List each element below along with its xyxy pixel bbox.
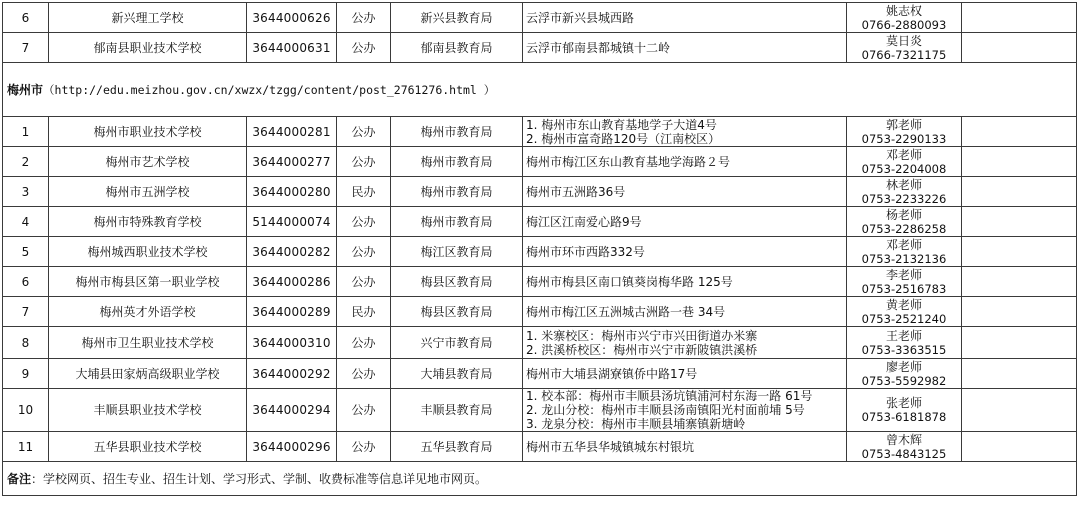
contact-cell (847, 327, 962, 359)
school-address (523, 3, 847, 33)
school-address (523, 359, 847, 389)
row-number: 1 (3, 117, 49, 147)
supervising-authority: 梅州市教育局 (391, 207, 523, 237)
school-name: 梅州市职业技术学校 (49, 117, 247, 147)
contact-phone: 0766-2880093 (861, 17, 947, 32)
contact-phone: 0753-6181878 (861, 410, 947, 424)
row-number: 6 (3, 3, 49, 33)
supervising-authority: 郁南县教育局 (391, 33, 523, 63)
school-address (523, 432, 847, 462)
school-row (3, 207, 1077, 237)
contact-name: 王老师 (885, 328, 922, 343)
school-address (523, 267, 847, 297)
supervising-authority: 大埔县教育局 (391, 359, 523, 389)
school-address (523, 237, 847, 267)
contact-phone: 0753-2132136 (861, 251, 947, 266)
supervising-authority: 五华县教育局 (391, 432, 523, 462)
school-type: 公办 (337, 207, 391, 237)
table-body (3, 3, 1077, 496)
school-code: 3644000277 (247, 147, 337, 177)
city-header-cell (3, 63, 1077, 117)
supervising-authority: 梅州市教育局 (391, 117, 523, 147)
empty-cell (962, 432, 1077, 462)
contact-cell (847, 297, 962, 327)
row-number: 7 (3, 297, 49, 327)
contact-cell (847, 3, 962, 33)
contact-phone: 0753-3363515 (861, 342, 947, 357)
empty-cell (962, 207, 1077, 237)
contact-name: 林老师 (885, 177, 922, 192)
school-name: 郁南县职业技术学校 (49, 33, 247, 63)
school-row (3, 117, 1077, 147)
school-type: 公办 (337, 33, 391, 63)
school-address (523, 33, 847, 63)
empty-cell (962, 3, 1077, 33)
contact-name: 张老师 (885, 396, 922, 410)
school-type: 公办 (337, 389, 391, 432)
city-url-link[interactable]: （http://edu.meizhou.gov.cn/xwzx/tzgg/content/post_2761276.html ） (43, 82, 496, 97)
contact-cell (847, 207, 962, 237)
empty-cell (962, 33, 1077, 63)
address-line: 2. 洪溪桥校区：梅州市兴宁市新陂镇洪溪桥 (526, 342, 758, 357)
empty-cell (962, 177, 1077, 207)
school-address (523, 117, 847, 147)
contact-cell (847, 389, 962, 432)
note-row (3, 462, 1077, 496)
note-cell (3, 462, 1077, 496)
contact-phone: 0753-5592982 (861, 373, 947, 388)
supervising-authority: 丰顺县教育局 (391, 389, 523, 432)
contact-phone: 0753-2516783 (861, 281, 947, 296)
school-code: 3644000289 (247, 297, 337, 327)
empty-cell (962, 117, 1077, 147)
school-address (523, 207, 847, 237)
address-line: 梅州市大埔县湖寮镇侨中路17号 (526, 366, 698, 381)
contact-cell (847, 432, 962, 462)
contact-cell (847, 359, 962, 389)
address-line: 梅州市环市西路332号 (526, 244, 645, 259)
school-row (3, 359, 1077, 389)
address-line: 梅州市梅江区东山教育基地学海路２号 (526, 154, 731, 169)
address-line: 2. 梅州市富奇路120号（江南校区） (526, 131, 721, 146)
school-name: 丰顺县职业技术学校 (49, 389, 247, 432)
school-row (3, 297, 1077, 327)
empty-cell (962, 147, 1077, 177)
contact-name: 李老师 (885, 267, 922, 282)
contact-name: 邓老师 (885, 237, 922, 252)
empty-cell (962, 327, 1077, 359)
school-type: 公办 (337, 117, 391, 147)
address-line: 1. 校本部：梅州市丰顺县汤坑镇浦河村东海一路 61号 (526, 389, 813, 403)
address-line: 梅州市五洲路36号 (526, 184, 626, 199)
supervising-authority: 梅县区教育局 (391, 267, 523, 297)
school-type: 民办 (337, 177, 391, 207)
school-address (523, 147, 847, 177)
contact-phone: 0766-7321175 (861, 47, 947, 62)
empty-cell (962, 297, 1077, 327)
school-row (3, 389, 1077, 432)
school-name: 梅州市艺术学校 (49, 147, 247, 177)
empty-cell (962, 267, 1077, 297)
empty-cell (962, 359, 1077, 389)
contact-phone: 0753-2233226 (861, 191, 947, 206)
contact-name: 杨老师 (885, 207, 922, 222)
school-name: 梅州市梅县区第一职业学校 (49, 267, 247, 297)
row-number: 8 (3, 327, 49, 359)
contact-phone: 0753-2521240 (861, 311, 947, 326)
school-code: 3644000286 (247, 267, 337, 297)
contact-phone: 0753-2286258 (861, 221, 947, 236)
contact-name: 廖老师 (885, 359, 922, 374)
city-header-row (3, 63, 1077, 117)
school-name: 梅州英才外语学校 (49, 297, 247, 327)
school-code: 3644000310 (247, 327, 337, 359)
contact-name: 郭老师 (885, 117, 922, 132)
school-address (523, 389, 847, 432)
contact-phone: 0753-2290133 (861, 131, 947, 146)
school-row (3, 33, 1077, 63)
school-address (523, 177, 847, 207)
school-row (3, 432, 1077, 462)
contact-name: 莫日炎 (885, 33, 922, 48)
school-type: 公办 (337, 237, 391, 267)
supervising-authority: 梅县区教育局 (391, 297, 523, 327)
contact-name: 黄老师 (885, 297, 922, 312)
supervising-authority: 兴宁市教育局 (391, 327, 523, 359)
school-code: 3644000280 (247, 177, 337, 207)
school-name: 五华县职业技术学校 (49, 432, 247, 462)
row-number: 5 (3, 237, 49, 267)
school-code: 3644000294 (247, 389, 337, 432)
school-type: 公办 (337, 327, 391, 359)
address-line: 梅江区江南爱心路9号 (526, 214, 642, 229)
address-line: 梅州市梅县区南口镇葵岗梅华路 125号 (526, 274, 733, 289)
address-line: 云浮市郁南县都城镇十二岭 (526, 40, 671, 55)
supervising-authority: 新兴县教育局 (391, 3, 523, 33)
contact-phone: 0753-4843125 (861, 446, 947, 461)
supervising-authority: 梅州市教育局 (391, 147, 523, 177)
contact-cell (847, 237, 962, 267)
school-code: 3644000631 (247, 33, 337, 63)
row-number: 10 (3, 389, 49, 432)
school-row (3, 3, 1077, 33)
school-row (3, 177, 1077, 207)
school-list-table (2, 2, 1077, 496)
supervising-authority: 梅州市教育局 (391, 177, 523, 207)
contact-cell (847, 267, 962, 297)
address-line: 1. 梅州市东山教育基地学子大道4号 (526, 117, 717, 132)
school-name: 梅州市特殊教育学校 (49, 207, 247, 237)
school-row (3, 237, 1077, 267)
school-type: 公办 (337, 267, 391, 297)
row-number: 2 (3, 147, 49, 177)
note-label: 备注 (7, 471, 32, 486)
city-name: 梅州市 (7, 82, 44, 97)
school-code: 3644000282 (247, 237, 337, 267)
school-code: 3644000296 (247, 432, 337, 462)
school-code: 5144000074 (247, 207, 337, 237)
school-name: 梅州市五洲学校 (49, 177, 247, 207)
row-number: 7 (3, 33, 49, 63)
contact-name: 曾木辉 (885, 432, 922, 447)
address-line: 2. 龙山分校：梅州市丰顺县汤南镇阳光村面前埔 5号 (526, 403, 805, 417)
school-name: 梅州市卫生职业技术学校 (49, 327, 247, 359)
row-number: 11 (3, 432, 49, 462)
contact-name: 邓老师 (885, 147, 922, 162)
address-line: 梅州市五华县华城镇城东村银坑 (526, 439, 695, 454)
row-number: 9 (3, 359, 49, 389)
supervising-authority: 梅江区教育局 (391, 237, 523, 267)
row-number: 6 (3, 267, 49, 297)
address-line: 梅州市梅江区五洲城古洲路一巷 34号 (526, 304, 726, 319)
contact-phone: 0753-2204008 (861, 161, 947, 176)
address-line: 3. 龙泉分校：梅州市丰顺县埔寨镇新塘岭 (526, 417, 746, 431)
contact-cell (847, 117, 962, 147)
empty-cell (962, 237, 1077, 267)
row-number: 4 (3, 207, 49, 237)
contact-cell (847, 147, 962, 177)
school-row (3, 267, 1077, 297)
address-line: 1. 米寨校区：梅州市兴宁市兴田街道办米寨 (526, 328, 758, 343)
school-code: 3644000626 (247, 3, 337, 33)
note-text: ：学校网页、招生专业、招生计划、学习形式、学制、收费标准等信息详见地市网页。 (31, 471, 488, 486)
contact-cell (847, 177, 962, 207)
school-type: 公办 (337, 432, 391, 462)
row-number: 3 (3, 177, 49, 207)
address-line: 云浮市新兴县城西路 (526, 10, 635, 25)
school-name: 梅州城西职业技术学校 (49, 237, 247, 267)
school-row (3, 147, 1077, 177)
contact-cell (847, 33, 962, 63)
school-type: 公办 (337, 359, 391, 389)
school-row (3, 327, 1077, 359)
school-code: 3644000292 (247, 359, 337, 389)
school-type: 民办 (337, 297, 391, 327)
school-address (523, 297, 847, 327)
contact-name: 姚志权 (885, 3, 922, 18)
school-code: 3644000281 (247, 117, 337, 147)
school-name: 新兴理工学校 (49, 3, 247, 33)
school-type: 公办 (337, 147, 391, 177)
school-address (523, 327, 847, 359)
school-type: 公办 (337, 3, 391, 33)
empty-cell (962, 389, 1077, 432)
school-name: 大埔县田家炳高级职业学校 (49, 359, 247, 389)
